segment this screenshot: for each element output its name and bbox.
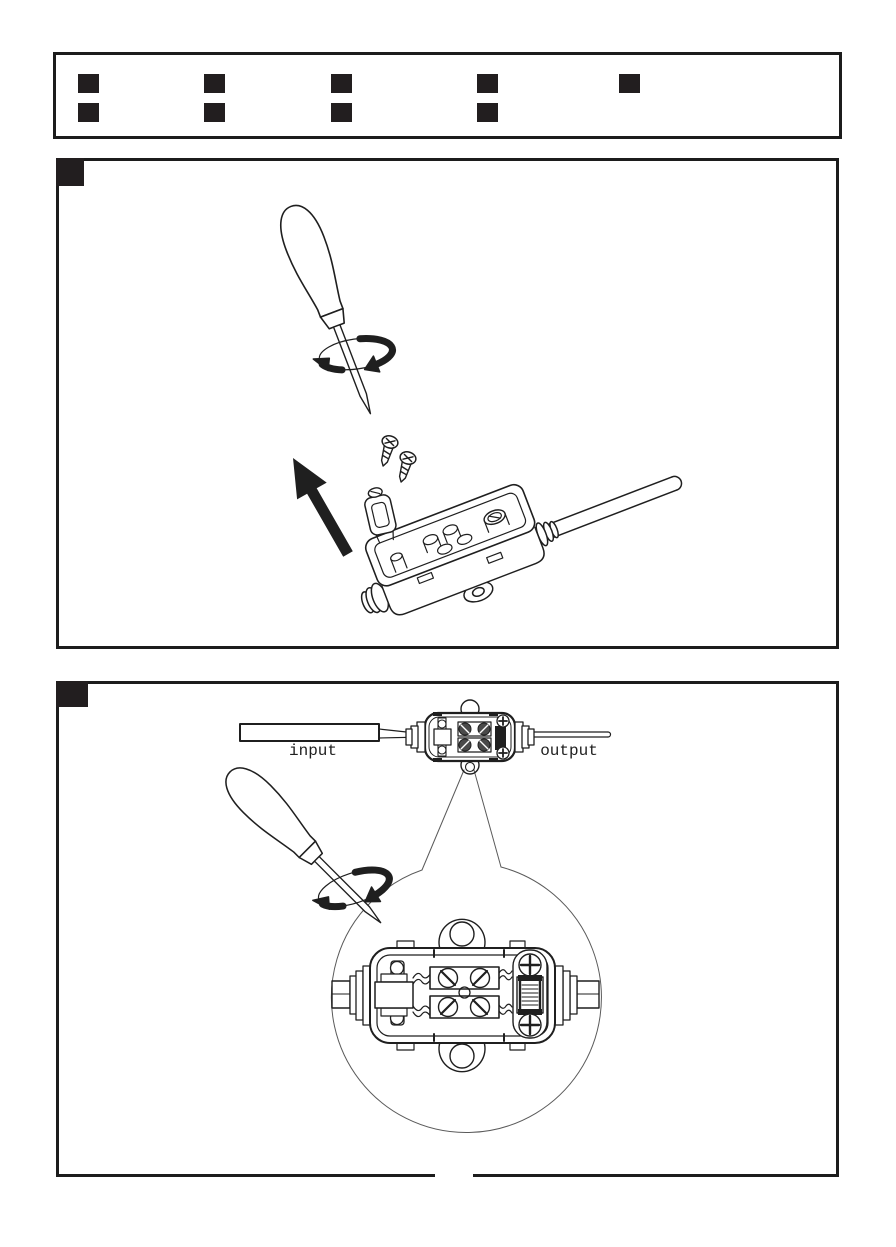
screwdriver-icon <box>272 199 389 421</box>
junction-box-open-icon <box>325 383 695 641</box>
screwdriver-icon <box>216 758 394 936</box>
step-1-illustration <box>59 161 836 646</box>
redacted-text-block <box>477 74 498 93</box>
redacted-text-block <box>331 74 352 93</box>
input-cable-icon <box>240 724 425 741</box>
step-panel-1 <box>56 158 839 649</box>
screw-icon <box>375 434 399 468</box>
step-panel-2 <box>56 681 839 1177</box>
output-label: output <box>540 742 598 760</box>
inline-connector-top-icon <box>240 700 611 774</box>
redacted-text-block <box>204 103 225 122</box>
redacted-text-block <box>78 103 99 122</box>
direction-arrow-icon <box>293 458 353 557</box>
redacted-text-block <box>477 103 498 122</box>
screw-icon <box>393 450 417 484</box>
header-legend-box <box>53 52 842 139</box>
input-label: input <box>288 742 338 760</box>
step-2-illustration <box>59 684 836 1174</box>
page-number-gap <box>435 1174 473 1177</box>
leader-lines <box>422 770 501 870</box>
redacted-text-block <box>331 103 352 122</box>
redacted-text-block <box>78 74 99 93</box>
redacted-text-block <box>204 74 225 93</box>
redacted-text-block <box>619 74 640 93</box>
